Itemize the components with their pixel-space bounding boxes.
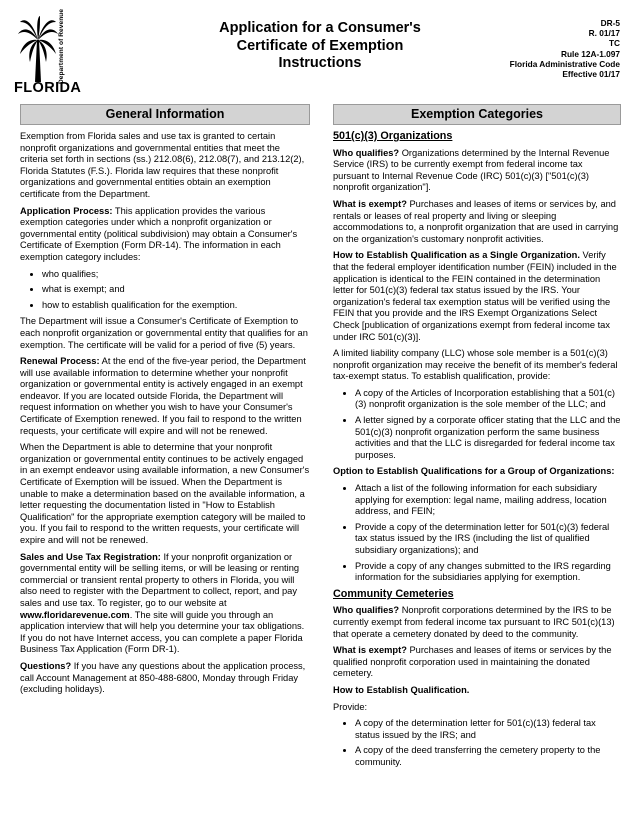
questions-paragraph: Questions? If you have any questions about the application process, call Account Management at 850-488-6800, Monday through Friday (excluding holidays).	[20, 660, 306, 695]
label: How to Establish Qualification as a Single Organization.	[333, 250, 580, 261]
form-number: DR-5	[600, 18, 620, 28]
what-exempt-paragraph: What is exempt? Purchases and leases of items or services by, and rentals or leases of real property and living or sleeping accommodations to, a nonprofit organization that are used in carrying on the organization's customary nonprofit activities.	[333, 198, 619, 244]
list-item: • Provide a copy of any changes submitted to the IRS regarding information for the subsidiaries applying for exemption.	[355, 561, 621, 584]
group-list	[333, 483, 621, 584]
who-qualifies-paragraph: Who qualifies? Organizations determined by the Internal Revenue Service (IRS) to be currently exempt from federal income tax pursuant to Internal Revenue Code (IRC) 501(c)(3) ["501(c)(3) nonprofit organization"].	[333, 147, 610, 193]
section-title-cemeteries: Community Cemeteries	[333, 587, 454, 600]
how-qualify-paragraph: How to Establish Qualification as a Single Organization. Verify that the federal employer identification number (FEIN) included in the application is identical to the FEIN contained in the determination letter for 501(c)(3) federal tax status issued by the IRS. Your organization's federal tax exemption status will be verified using the FEIN that you provide and the IRS Exempt Organizations Select Check [publication of organizations exempt from federal income tax under IRC 501(c)(3)].	[333, 250, 617, 342]
who-qualifies-paragraph: Who qualifies? Nonprofit corporations determined by the IRS to be currently exempt from federal income tax pursuant to IRC 501(c)(13) that operate a cemetery donated by deed to the community.	[333, 605, 615, 639]
cemetery-list	[333, 718, 621, 768]
form-effective: Effective 01/17	[562, 69, 620, 80]
logo-florida-text: FLORIDA	[14, 80, 82, 96]
section-title-501c3: 501(c)(3) Organizations	[333, 130, 453, 142]
florida-dor-logo	[14, 8, 82, 96]
section-heading-exemption: Exemption Categories	[333, 104, 621, 125]
list-item: • what is exempt; and	[42, 284, 310, 296]
list-item: • Provide a copy of the determination letter for 501(c)(3) federal tax status issued by the IRS (including the list of qualified subsidiary organizations); and	[355, 522, 621, 557]
page-title	[200, 20, 440, 73]
issue-paragraph: The Department will issue a Consumer's Certificate of Exemption to each nonprofit organization or governmental entity that qualifies for an exemption. The certificate will be valid for a period of five (5) years.	[20, 316, 308, 350]
form-admin-code: Florida Administrative Code	[509, 58, 620, 69]
list-item: • how to establish qualification for the exemption.	[42, 300, 310, 312]
label: Renewal Process:	[20, 356, 100, 367]
label: What is exempt?	[333, 645, 407, 656]
exemption-categories-column	[333, 104, 621, 774]
palm-tree-icon	[18, 16, 58, 82]
determination-paragraph: When the Department is able to determine that your nonprofit organization or governmental entity continues to be actively engaged in an exempt endeavor using available information, a new Consumer's Certificate of Exemption will be issued. When the Department is unable to make a determination based on the available information, a letter requesting the documentation listed in "How to Establish Qualification" for the appropriate exemption category will be mailed to you. If you fail to respond to the written requests, your certificate will expire and will not be renewed.	[20, 442, 310, 545]
label: Who qualifies?	[333, 605, 400, 616]
list-item: • who qualifies;	[42, 269, 310, 281]
form-revision: R. 01/17	[588, 28, 620, 39]
how-qualify-label: How to Establish Qualification.	[333, 684, 470, 695]
website-link[interactable]: www.floridarevenue.com	[20, 609, 130, 620]
application-process-paragraph: Application Process: This application provides the various exemption categories under which a nonprofit organization or governmental entity (political subdivision) may obtain a Consumer's Certificate of Exemption (Form DR-14). The information in each exemption category includes:	[20, 205, 298, 262]
intro-paragraph: Exemption from Florida sales and use tax is granted to certain nonprofit organizations and governmental entities that meet the criteria set forth in sections (ss.) 212.08(6), 212.08(7), and 213.12(2), Florida Statutes (F.S.). Florida law requires that these nonprofit organizations and governmental entities obtain an exemption certificate from the Department.	[20, 131, 305, 199]
list-item: • A letter signed by a corporate officer stating that the LLC and the 501(c)(3) nonprofit organization perform the same business activities and that the LLC is disregarded for federal income tax purposes.	[355, 415, 621, 461]
general-information-column	[20, 104, 310, 701]
label: Sales and Use Tax Registration:	[20, 551, 161, 562]
form-identifier	[510, 18, 620, 79]
list-item: • A copy of the Articles of Incorporation establishing that a 501(c)(3) nonprofit organization is the sole member of the LLC; and	[355, 388, 621, 411]
form-code: TC	[608, 38, 620, 49]
provide-label: Provide:	[333, 701, 368, 712]
category-info-list	[20, 269, 310, 312]
label: Application Process:	[20, 205, 113, 216]
renewal-paragraph: Renewal Process: At the end of the five-year period, the Department will use available information to determine whether your nonprofit organization or governmental entity is actively engaged in an exempt endeavor. If you are located outside Florida, the Department will request information on whether you wish to have your Consumer's Certificate of Exemption renewed. If you fail to respond to the written requests, your certificate will expire and will not be renewed.	[20, 356, 306, 436]
title-line: Certificate of Exemption	[236, 37, 404, 54]
label: Questions?	[20, 660, 72, 671]
group-option-label: Option to Establish Qualifications for a Group of Organizations:	[333, 466, 615, 477]
section-heading-general: General Information	[20, 104, 310, 125]
llc-list	[333, 388, 621, 462]
label: What is exempt?	[333, 198, 407, 209]
title-line: Instructions	[278, 55, 362, 71]
form-rule: Rule 12A-1.097	[560, 48, 620, 59]
list-item: • A copy of the determination letter for 501(c)(13) federal tax status issued by the IRS; and	[355, 718, 621, 741]
list-item: • A copy of the deed transferring the cemetery property to the community.	[355, 745, 621, 768]
title-line: Application for a Consumer's	[219, 20, 421, 36]
logo-department-text: Department of Revenue	[58, 8, 65, 84]
llc-paragraph: A limited liability company (LLC) whose sole member is a 501(c)(3) nonprofit organization may receive the benefit of its member's federal tax-exempt status. To establish qualification, provide:	[333, 348, 618, 382]
what-exempt-paragraph: What is exempt? Purchases and leases of items or services by the qualified nonprofit corporation used in maintaining the donated cemetery.	[333, 645, 612, 679]
label: Who qualifies?	[333, 147, 400, 158]
sales-tax-paragraph: Sales and Use Tax Registration: If your nonprofit organization or governmental entity will be selling items, or will be leasing or renting commercial or transient rental property to others in Florida, you will also need to register with the Department to collect, report, and pay sales and use tax. To register, go to our website at www.floridarevenue.com. The site will guide you through an application interview that will help you determine your tax obligations. If you do not have Internet access, you can complete a paper Florida Business Tax Application (Form DR-1).	[20, 551, 305, 655]
list-item: • Attach a list of the following information for each subsidiary applying for exemption: legal name, mailing address, location address, and FEIN;	[355, 483, 621, 518]
